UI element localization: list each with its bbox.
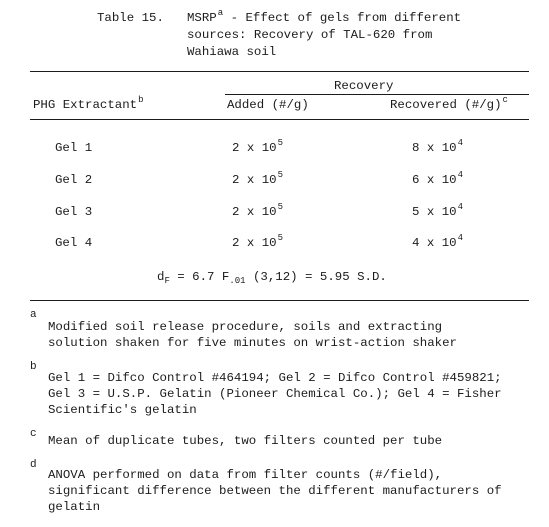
row-label: Gel 2	[55, 173, 93, 187]
footnote-text: Mean of duplicate tubes, two filters counted per tube	[48, 434, 443, 448]
table-top-rule	[30, 71, 529, 72]
row-label: Gel 1	[55, 141, 93, 155]
caption-title-sup: a	[217, 8, 224, 18]
header-recovered: Recovered (#/g)$^c$	[390, 95, 508, 112]
row-added-value: 2 x $10^5$	[232, 138, 284, 155]
row-added-value: 2 x $10^5$	[232, 233, 284, 250]
table-caption-line-2: sources: Recovery of TAL-620 from	[187, 28, 433, 42]
footnote-letter: d	[30, 459, 37, 471]
row-added-value: 2 x $10^5$	[232, 170, 284, 187]
caption-title-main: MSRP	[187, 11, 217, 25]
table-caption-line-3: Wahiawa soil	[187, 45, 277, 59]
row-recovered-value: 6 x $10^4$	[412, 170, 464, 187]
footnote-text: Gel 1 = Difco Control #464194; Gel 2 = Difco Control #459821; Gel 3 = U.S.P. Gelatin (Pioneer Chemical Co.); Gel 4 = Fisher Scientific's gelatin	[48, 371, 502, 417]
footnote-letter: b	[30, 361, 37, 373]
table-bottom-rule	[30, 300, 529, 301]
header-recovery-group: Recovery	[334, 79, 394, 93]
row-label: Gel 3	[55, 205, 93, 219]
caption-title-rest: - Effect of gels from different	[223, 11, 462, 25]
table-caption-line-1	[187, 8, 462, 25]
table-caption-prefix: Table 15.	[97, 11, 164, 25]
footnote-letter: c	[30, 428, 37, 440]
footnote-letter: a	[30, 309, 37, 321]
header-recovered-sup: c	[502, 95, 508, 105]
row-added-value: 2 x $10^5$	[232, 202, 284, 219]
stat-line: $d_F = 6.7$ $F_{.01}$ (3,12) = 5.95 S.D.	[157, 270, 387, 286]
footnote-text: ANOVA performed on data from filter counts (#/field), significant difference between the different manufacturers of gelatin	[48, 468, 502, 514]
header-added: Added (#/g)	[227, 98, 309, 112]
header-extractant-sup: b	[138, 95, 144, 105]
header-extractant: PHG Extractant$^b$	[33, 95, 144, 112]
row-recovered-value: 8 x $10^4$	[412, 138, 464, 155]
row-recovered-value: 5 x $10^4$	[412, 202, 464, 219]
header-recovery-rule	[225, 94, 529, 95]
row-label: Gel 4	[55, 236, 93, 250]
header-bottom-rule	[30, 119, 529, 120]
row-recovered-value: 4 x $10^4$	[412, 233, 464, 250]
footnote-text: Modified soil release procedure, soils and extracting solution shaken for five minutes on wrist-action shaker	[48, 320, 457, 350]
